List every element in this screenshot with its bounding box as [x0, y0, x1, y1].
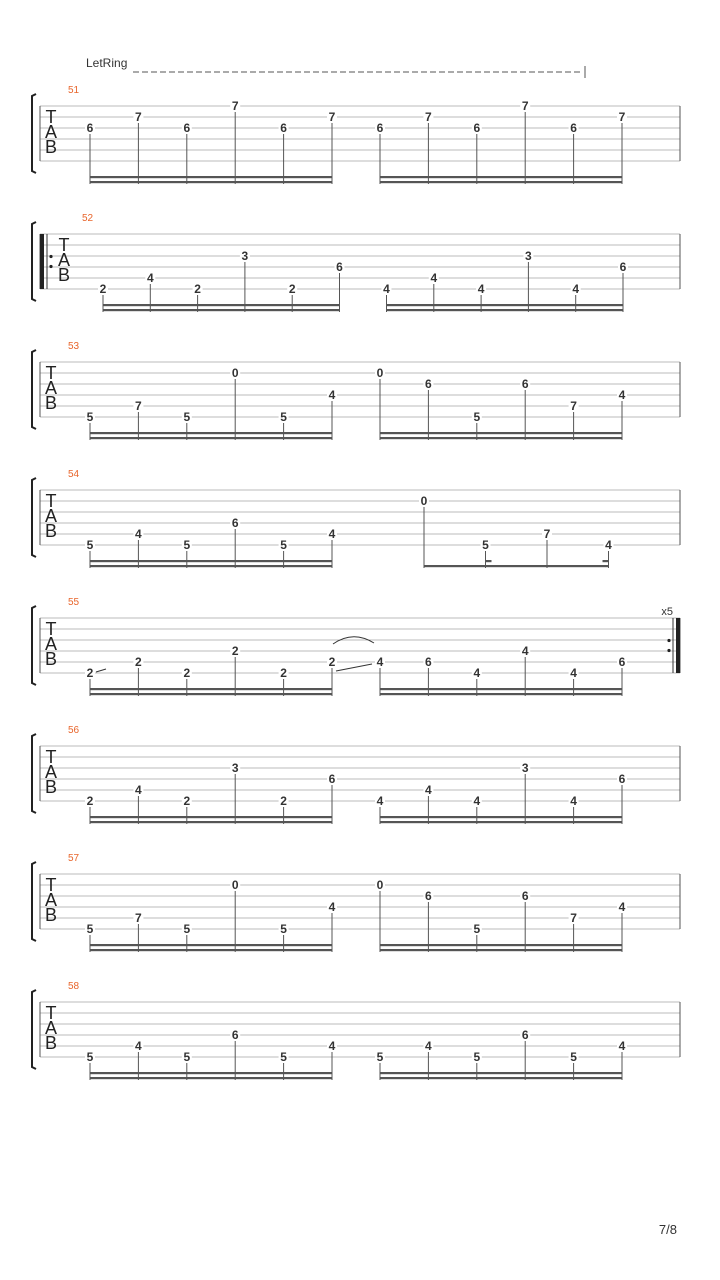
fret-number: 6	[231, 516, 239, 530]
beam-secondary	[90, 560, 332, 562]
beam-primary	[380, 949, 622, 951]
beam-primary	[103, 309, 340, 311]
fret-number: 5	[86, 1050, 94, 1064]
repeat-count: x5	[661, 606, 673, 618]
repeat-dot	[49, 255, 52, 258]
beam-secondary	[90, 1072, 332, 1074]
system-brace	[32, 478, 36, 557]
fret-number: 2	[288, 282, 296, 296]
tab-clef-letter: B	[44, 521, 58, 541]
fret-number: 2	[194, 282, 201, 296]
fret-number: 5	[86, 410, 94, 424]
fret-number: 6	[425, 377, 432, 391]
tab-system-58	[32, 981, 680, 1080]
page-number: 7/8	[658, 1222, 677, 1237]
fret-number: 5	[473, 922, 481, 936]
fret-number: 6	[521, 377, 529, 391]
fret-number: 2	[231, 644, 239, 658]
fret-number: 7	[135, 399, 142, 413]
system-brace	[32, 350, 36, 429]
measure-number: 52	[82, 213, 94, 224]
beam-primary	[387, 309, 624, 311]
system-brace	[32, 862, 36, 941]
fret-number: 0	[231, 878, 239, 892]
beam-primary	[90, 693, 332, 695]
tab-clef-letter: B	[44, 137, 58, 157]
measure-number: 54	[68, 469, 80, 480]
fret-number: 4	[521, 644, 529, 658]
fret-number: 3	[521, 761, 529, 775]
fret-number: 4	[618, 388, 626, 402]
beam-primary	[380, 1077, 622, 1079]
measure-number: 57	[68, 853, 80, 864]
fret-number: 4	[477, 282, 485, 296]
tab-system-54	[32, 469, 680, 568]
fret-number: 4	[572, 282, 580, 296]
tab-clef-letter: T	[45, 491, 57, 511]
fret-number: 5	[183, 922, 191, 936]
slide-line	[336, 664, 372, 671]
fret-number: 2	[86, 794, 94, 808]
fret-number: 7	[618, 110, 626, 124]
tab-clef-letter: B	[44, 393, 58, 413]
tab-system-51	[32, 85, 680, 184]
tab-clef-letter: A	[44, 634, 58, 654]
fret-number: 4	[135, 783, 142, 797]
beam-primary	[380, 181, 622, 183]
fret-number: 4	[425, 783, 432, 797]
fret-number: 4	[618, 1039, 626, 1053]
fret-number: 3	[525, 249, 532, 263]
beam-primary	[90, 565, 332, 567]
beam-hook	[603, 560, 609, 562]
beam-secondary	[380, 944, 622, 946]
beam-secondary	[380, 1072, 622, 1074]
tab-clef-letter: T	[45, 1003, 57, 1023]
fret-number: 0	[376, 366, 384, 380]
beam-primary	[90, 1077, 332, 1079]
beam-secondary	[103, 304, 340, 306]
fret-number: 7	[135, 110, 142, 124]
tab-clef-letter: B	[44, 1033, 58, 1053]
fret-number: 2	[328, 655, 336, 669]
beam-primary	[424, 565, 609, 567]
fret-number: 5	[280, 538, 287, 552]
fret-number: 4	[570, 794, 577, 808]
tab-clef-letter: A	[57, 250, 71, 270]
fret-number: 5	[183, 1050, 191, 1064]
tab-clef-letter: A	[44, 1018, 58, 1038]
tab-clef-letter: T	[45, 747, 57, 767]
tab-system-52	[32, 213, 680, 312]
repeat-dot	[667, 649, 670, 652]
fret-number: 4	[383, 282, 390, 296]
tab-system-55	[32, 597, 680, 696]
fret-number: 6	[376, 121, 384, 135]
fret-number: 4	[473, 794, 481, 808]
fret-number: 6	[425, 655, 432, 669]
fret-number: 2	[183, 794, 191, 808]
fret-number: 4	[376, 794, 384, 808]
beam-hook	[486, 560, 492, 562]
fret-number: 6	[619, 260, 627, 274]
tab-clef-letter: B	[57, 265, 71, 285]
beam-secondary	[380, 816, 622, 818]
system-brace	[32, 734, 36, 813]
measure-number: 55	[68, 597, 80, 608]
repeat-start-thick-bar	[40, 234, 44, 289]
fret-number: 5	[183, 538, 191, 552]
beam-primary	[380, 821, 622, 823]
tab-clef-letter: A	[44, 378, 58, 398]
fret-number: 0	[420, 494, 428, 508]
beam-primary	[380, 437, 622, 439]
fret-number: 6	[86, 121, 94, 135]
tab-clef-letter: T	[45, 363, 57, 383]
slide-in-mark	[96, 669, 106, 672]
beam-primary	[90, 949, 332, 951]
tab-clef-letter: A	[44, 890, 58, 910]
fret-number: 4	[430, 271, 438, 285]
fret-number: 4	[135, 1039, 142, 1053]
fret-number: 4	[328, 388, 336, 402]
beam-secondary	[90, 944, 332, 946]
fret-number: 4	[328, 1039, 336, 1053]
fret-number: 6	[231, 1028, 239, 1042]
tab-clef-letter: T	[58, 235, 70, 255]
beam-primary	[90, 437, 332, 439]
fret-number: 6	[570, 121, 577, 135]
tab-system-53	[32, 341, 680, 440]
fret-number: 5	[473, 410, 481, 424]
fret-number: 7	[231, 99, 239, 113]
fret-number: 6	[425, 889, 432, 903]
fret-number: 7	[328, 110, 336, 124]
tab-clef-letter: T	[45, 619, 57, 639]
measure-number: 56	[68, 725, 80, 736]
fret-number: 7	[521, 99, 529, 113]
fret-number: 6	[473, 121, 481, 135]
fret-number: 5	[473, 1050, 481, 1064]
beam-secondary	[90, 432, 332, 434]
beam-secondary	[90, 176, 332, 178]
tab-clef-letter: A	[44, 122, 58, 142]
fret-number: 7	[543, 527, 551, 541]
fret-number: 5	[280, 1050, 287, 1064]
fret-number: 4	[146, 271, 154, 285]
fret-number: 6	[618, 772, 626, 786]
fret-number: 5	[376, 1050, 384, 1064]
tab-clef-letter: B	[44, 777, 58, 797]
fret-number: 4	[328, 900, 336, 914]
fret-number: 5	[280, 410, 287, 424]
fret-number: 7	[570, 399, 577, 413]
fret-number: 2	[183, 666, 191, 680]
fret-number: 7	[425, 110, 432, 124]
fret-number: 7	[135, 911, 142, 925]
fret-number: 2	[99, 282, 107, 296]
tab-clef-letter: B	[44, 905, 58, 925]
fret-number: 6	[336, 260, 343, 274]
repeat-end-thick-bar	[676, 618, 680, 673]
system-brace	[32, 94, 36, 173]
fret-number: 4	[135, 527, 142, 541]
fret-number: 4	[328, 527, 336, 541]
fret-number: 0	[231, 366, 239, 380]
beam-secondary	[380, 432, 622, 434]
fret-number: 4	[425, 1039, 432, 1053]
beam-secondary	[90, 816, 332, 818]
fret-number: 2	[280, 666, 287, 680]
fret-number: 3	[241, 249, 249, 263]
tab-clef-letter: A	[44, 506, 58, 526]
fret-number: 5	[86, 538, 94, 552]
fret-number: 3	[231, 761, 239, 775]
system-brace	[32, 606, 36, 685]
beam-secondary	[380, 176, 622, 178]
measure-number: 58	[68, 981, 80, 992]
fret-number: 4	[570, 666, 577, 680]
fret-number: 6	[183, 121, 191, 135]
tab-clef-letter: A	[44, 762, 58, 782]
fret-number: 4	[618, 900, 626, 914]
fret-number: 6	[280, 121, 287, 135]
beam-primary	[90, 181, 332, 183]
tab-system-57	[32, 853, 680, 952]
fret-number: 6	[618, 655, 626, 669]
fret-number: 5	[280, 922, 287, 936]
system-brace	[32, 990, 36, 1069]
fret-number: 2	[135, 655, 142, 669]
system-brace	[32, 222, 36, 301]
fret-number: 5	[86, 922, 94, 936]
beam-secondary	[387, 304, 624, 306]
tab-system-56	[32, 725, 680, 824]
let-ring-label: LetRing	[86, 56, 128, 70]
tab-clef-letter: T	[45, 107, 57, 127]
fret-number: 2	[86, 666, 94, 680]
beam-primary	[380, 693, 622, 695]
fret-number: 5	[183, 410, 191, 424]
repeat-dot	[49, 265, 52, 268]
beam-secondary	[380, 688, 622, 690]
fret-number: 7	[570, 911, 577, 925]
fret-number: 5	[482, 538, 489, 552]
measure-number: 53	[68, 341, 80, 352]
repeat-dot	[667, 639, 670, 642]
fret-number: 6	[328, 772, 336, 786]
measure-number: 51	[68, 85, 80, 96]
fret-number: 4	[605, 538, 612, 552]
fret-number: 2	[280, 794, 287, 808]
fret-number: 6	[521, 1028, 529, 1042]
fret-number: 6	[521, 889, 529, 903]
fret-number: 4	[376, 655, 384, 669]
beam-secondary	[90, 688, 332, 690]
tab-clef-letter: T	[45, 875, 57, 895]
tab-clef-letter: B	[44, 649, 58, 669]
beam-primary	[90, 821, 332, 823]
fret-number: 4	[473, 666, 481, 680]
fret-number: 5	[570, 1050, 577, 1064]
fret-number: 0	[376, 878, 384, 892]
